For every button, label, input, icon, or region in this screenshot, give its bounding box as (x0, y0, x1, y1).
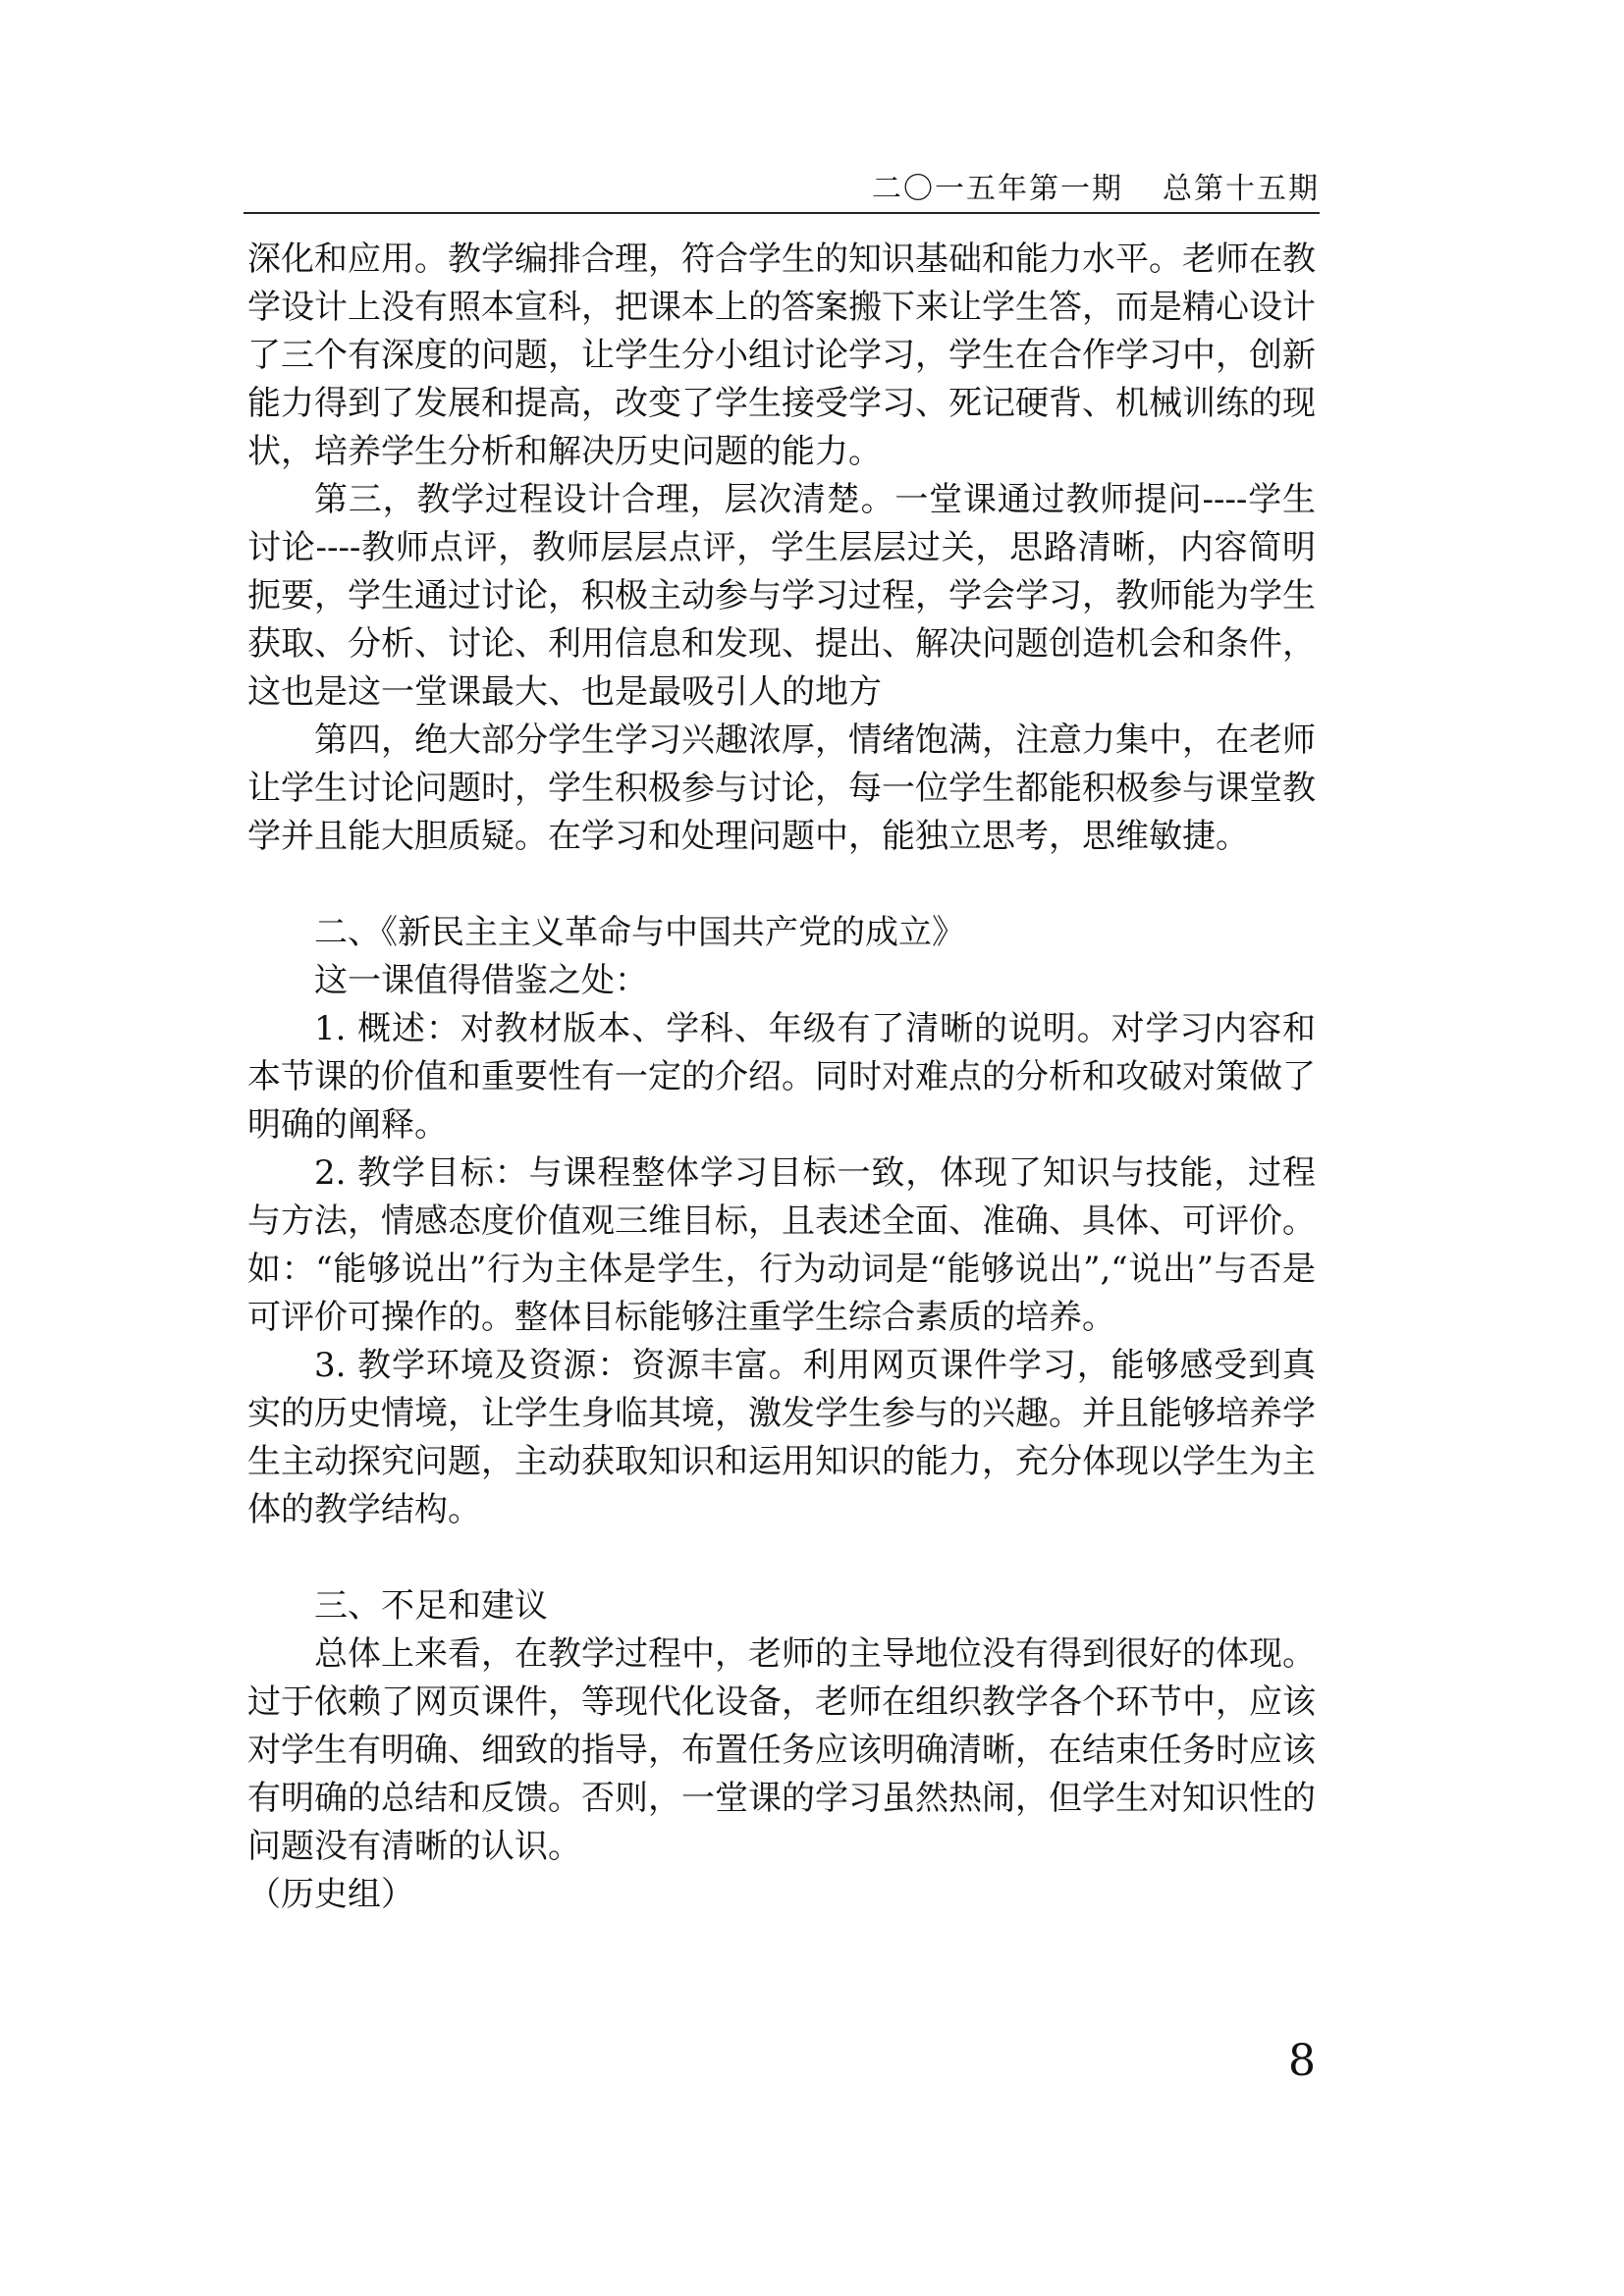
section-heading-2: 二、《新民主主义革命与中国共产党的成立》 (314, 913, 965, 952)
running-header (244, 173, 1320, 214)
page-number: 8 (1288, 2036, 1316, 2086)
issue-label: 二〇一五年第一期 (872, 172, 1123, 206)
total-issue-label: 总第十五期 (1163, 172, 1320, 206)
author-signature: （历史组） (247, 1875, 414, 1914)
paragraph-intro: 这一课值得借鉴之处： (314, 961, 648, 1000)
paragraph-resources: 3. 教学环境及资源：资源丰富。利用网页课件学习，能够感受到真实的历史情境，让学生身临其境，激发学生参与的兴趣。并且能够培养学生主动探究问题，主动获取知识和运用知识的能力，充分体现以学生为主体的教学结构。 (247, 1346, 1316, 1529)
article-body (247, 236, 1316, 1919)
paragraph-objectives: 2. 教学目标：与课程整体学习目标一致，体现了知识与技能，过程与方法，情感态度价值观三维目标，且表述全面、准确、具体、可评价。如：“能够说出”行为主体是学生，行为动词是“能够说出”,“说出”与否是可评价可操作的。整体目标能够注重学生综合素质的培养。 (247, 1153, 1316, 1337)
paragraph-overview: 1. 概述：对教材版本、学科、年级有了清晰的说明。对学习内容和本节课的价值和重要性有一定的介绍。同时对难点的分析和攻破对策做了明确的阐释。 (247, 1009, 1316, 1145)
paragraph-third-point: 第三，教学过程设计合理，层次清楚。一堂课通过教师提问----学生讨论----教师点评，教师层层点评，学生层层过关，思路清晰，内容简明扼要，学生通过讨论，积极主动参与学习过程，学会学习，教师能为学生获取、分析、讨论、利用信息和发现、提出、解决问题创造机会和条件，这也是这一堂课最大、也是最吸引人的地方 (247, 480, 1316, 712)
paragraph-suggestions: 总体上来看，在教学过程中，老师的主导地位没有得到很好的体现。过于依赖了网页课件，等现代化设备，老师在组织教学各个环节中，应该对学生有明确、细致的指导，布置任务应该明确清晰，在结束任务时应该有明确的总结和反馈。否则，一堂课的学习虽然热闹，但学生对知识性的问题没有清晰的认识。 (247, 1634, 1316, 1866)
paragraph-fourth-point: 第四，绝大部分学生学习兴趣浓厚，情绪饱满，注意力集中，在老师让学生讨论问题时，学生积极参与讨论，每一位学生都能积极参与课堂教学并且能大胆质疑。在学习和处理问题中，能独立思考，思维敏捷。 (247, 721, 1316, 856)
paragraph-continued: 深化和应用。教学编排合理，符合学生的知识基础和能力水平。老师在教学设计上没有照本宣科，把课本上的答案搬下来让学生答，而是精心设计了三个有深度的问题，让学生分小组讨论学习，学生在合作学习中，创新能力得到了发展和提高，改变了学生接受学习、死记硬背、机械训练的现状，培养学生分析和解决历史问题的能力。 (247, 240, 1316, 471)
section-heading-3: 三、不足和建议 (314, 1586, 548, 1626)
